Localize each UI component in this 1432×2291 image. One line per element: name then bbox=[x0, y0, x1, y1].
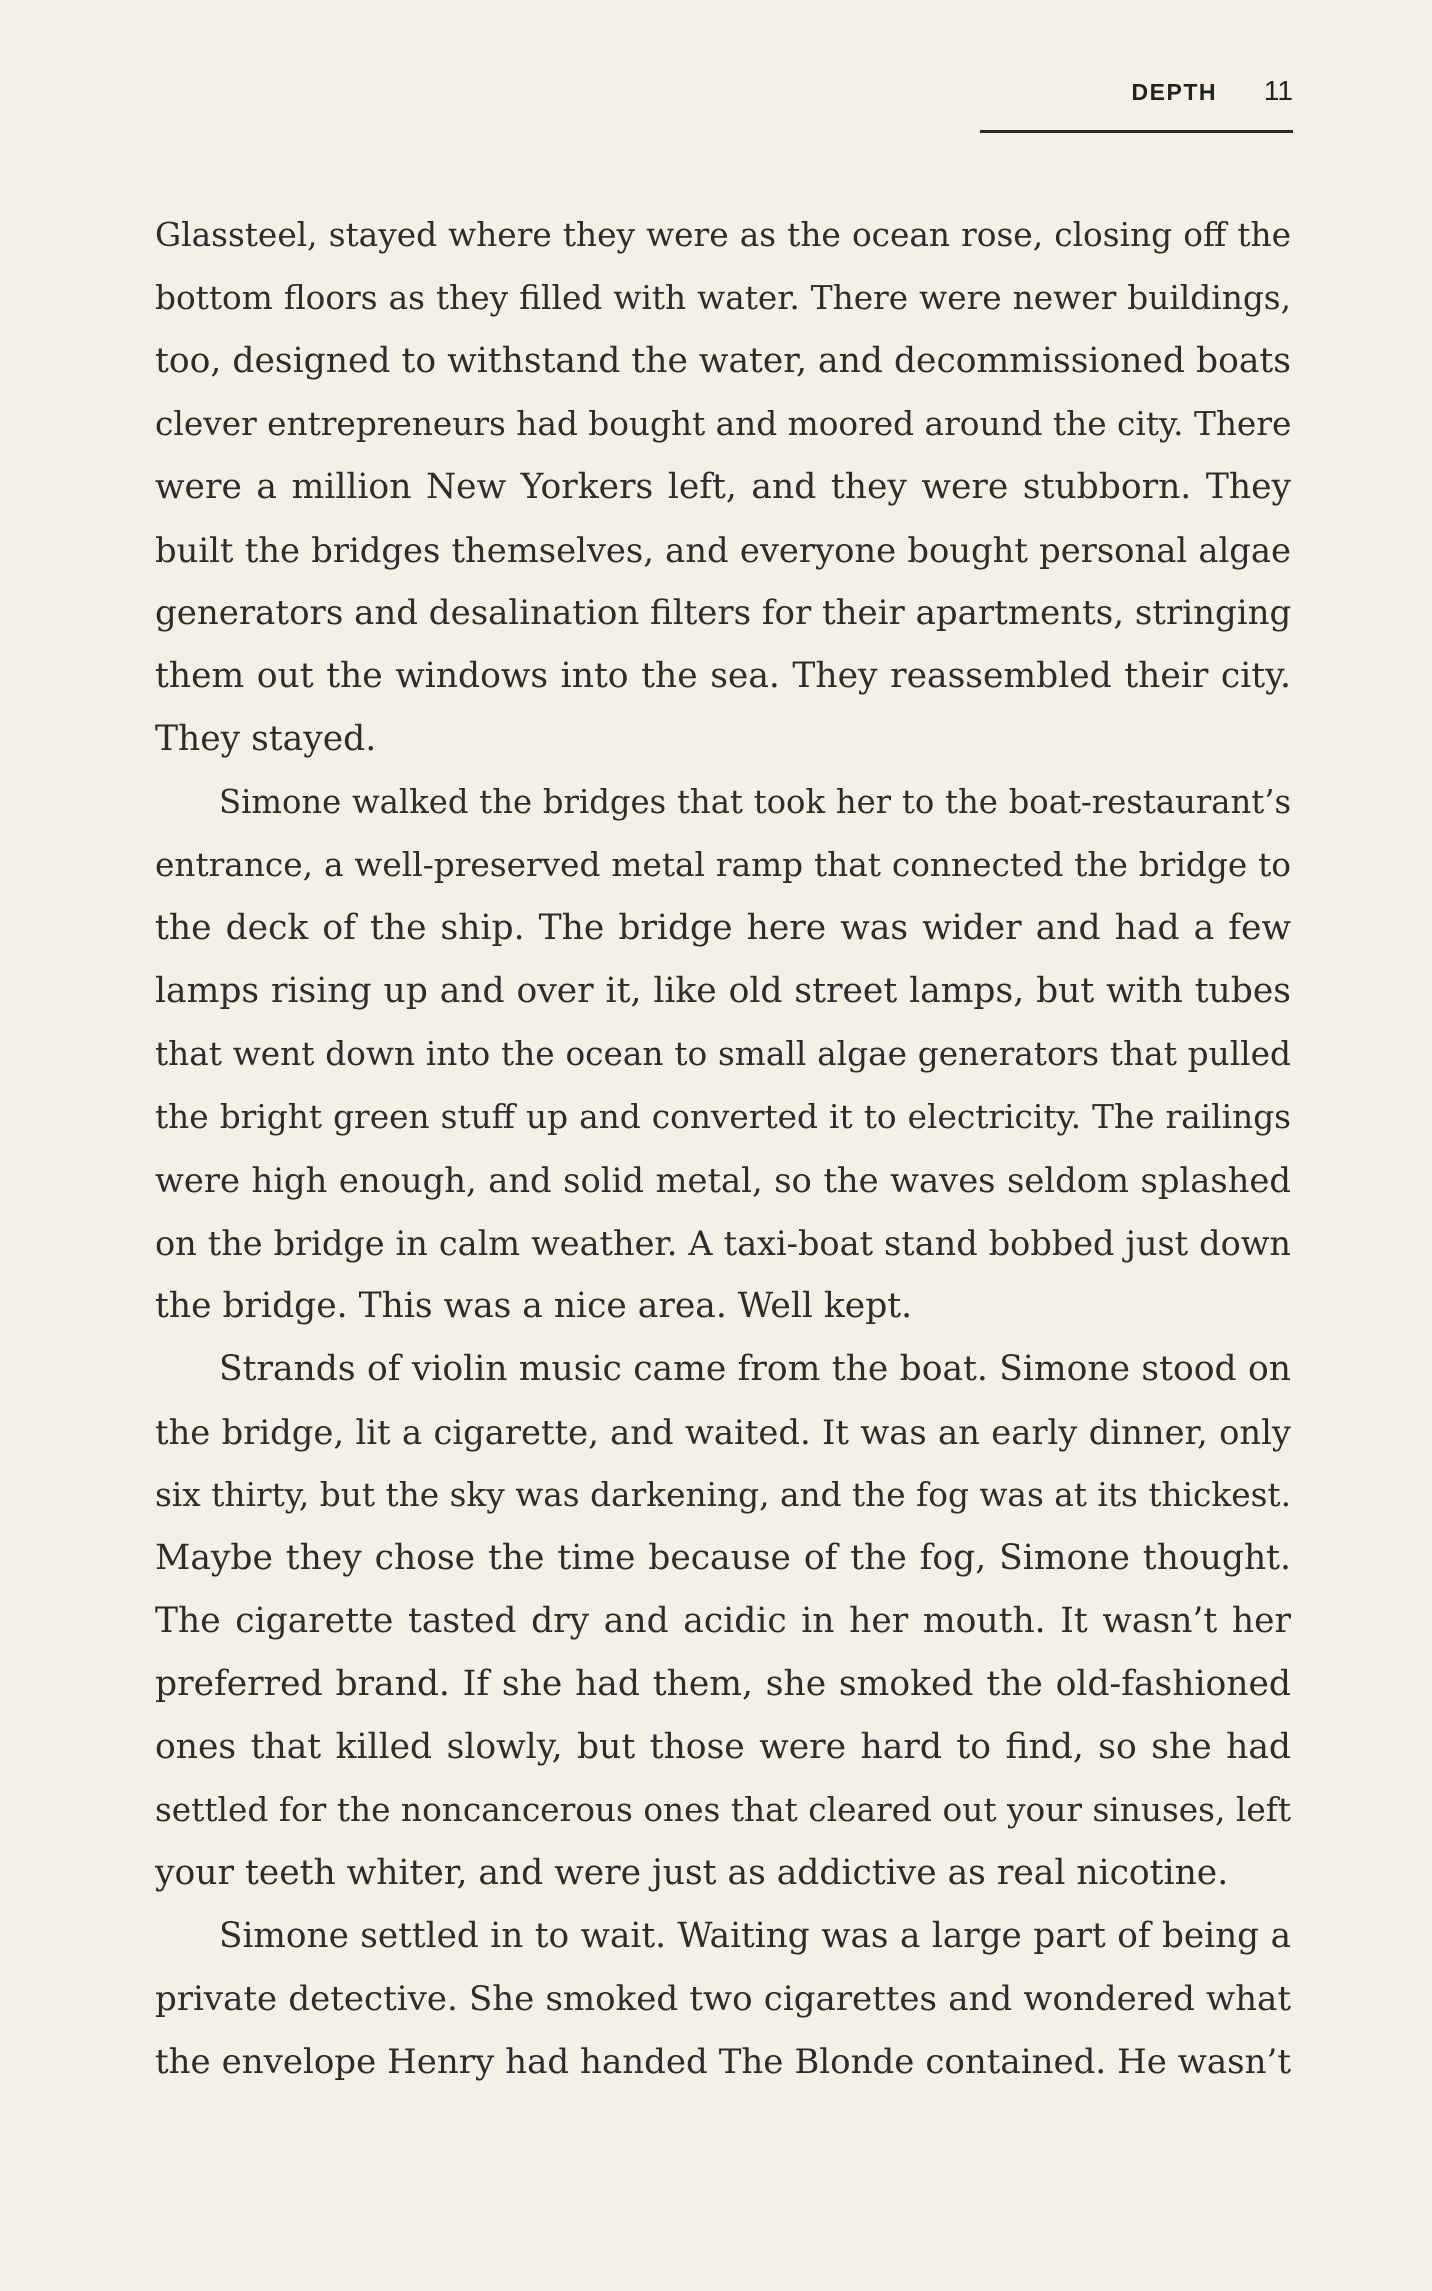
text-line: settled for the noncancerous ones that cleared out your sinuses, left bbox=[155, 1791, 1291, 1829]
text-line: Maybe they chose the time because of the fog, Simone thought. bbox=[155, 1538, 1291, 1578]
page-header bbox=[980, 72, 1293, 133]
text-line: built the bridges themselves, and everyone bought personal algae bbox=[155, 531, 1291, 570]
body-text bbox=[155, 204, 1291, 2094]
page-number: 11 bbox=[1263, 75, 1293, 106]
text-line: Simone settled in to wait. Waiting was a large part of being a bbox=[219, 1916, 1291, 1956]
text-line: ones that killed slowly, but those were hard to find, so she had bbox=[155, 1727, 1291, 1767]
text-line: six thirty, but the sky was darkening, and the fog was at its thickest. bbox=[155, 1476, 1291, 1514]
text-line: were a million New Yorkers left, and they were stubborn. They bbox=[155, 467, 1291, 507]
text-line: them out the windows into the sea. They reassembled their city. bbox=[155, 656, 1291, 696]
text-line: on the bridge in calm weather. A taxi-boat stand bobbed just down bbox=[155, 1224, 1291, 1263]
text-line: Simone walked the bridges that took her to the boat-restaurant’s bbox=[219, 783, 1291, 821]
text-line: the bridge, lit a cigarette, and waited. It was an early dinner, only bbox=[155, 1413, 1291, 1452]
text-line: your teeth whiter, and were just as addictive as real nicotine. bbox=[155, 1853, 1229, 1893]
text-line: The cigarette tasted dry and acidic in her mouth. It wasn’t her bbox=[155, 1601, 1291, 1641]
running-head: DEPTH bbox=[1131, 79, 1217, 105]
text-line: that went down into the ocean to small algae generators that pulled bbox=[155, 1035, 1291, 1073]
text-line: They stayed. bbox=[155, 719, 377, 759]
text-line: the bright green stuff up and converted it to electricity. The railings bbox=[155, 1098, 1291, 1136]
text-line: the envelope Henry had handed The Blonde contained. He wasn’t bbox=[155, 2042, 1291, 2082]
text-line: too, designed to withstand the water, and decommissioned boats bbox=[155, 341, 1291, 381]
text-line: Strands of violin music came from the boat. Simone stood on bbox=[219, 1349, 1291, 1389]
text-line: were high enough, and solid metal, so the waves seldom splashed bbox=[155, 1161, 1291, 1200]
text-line: the deck of the ship. The bridge here was wider and had a few bbox=[155, 908, 1291, 948]
text-line: private detective. She smoked two cigarettes and wondered what bbox=[155, 1979, 1291, 2019]
text-line: lamps rising up and over it, like old street lamps, but with tubes bbox=[155, 971, 1291, 1011]
text-line: clever entrepreneurs had bought and moored around the city. There bbox=[155, 405, 1292, 443]
text-line: Glassteel, stayed where they were as the ocean rose, closing off the bbox=[155, 216, 1291, 254]
text-line: bottom floors as they filled with water. There were newer buildings, bbox=[155, 279, 1291, 317]
text-line: preferred brand. If she had them, she smoked the old-fashioned bbox=[155, 1664, 1291, 1704]
text-line: entrance, a well-preserved metal ramp that connected the bridge to bbox=[155, 846, 1291, 884]
text-line: generators and desalination filters for their apartments, stringing bbox=[155, 593, 1292, 633]
text-line: the bridge. This was a nice area. Well kept. bbox=[155, 1286, 913, 1326]
